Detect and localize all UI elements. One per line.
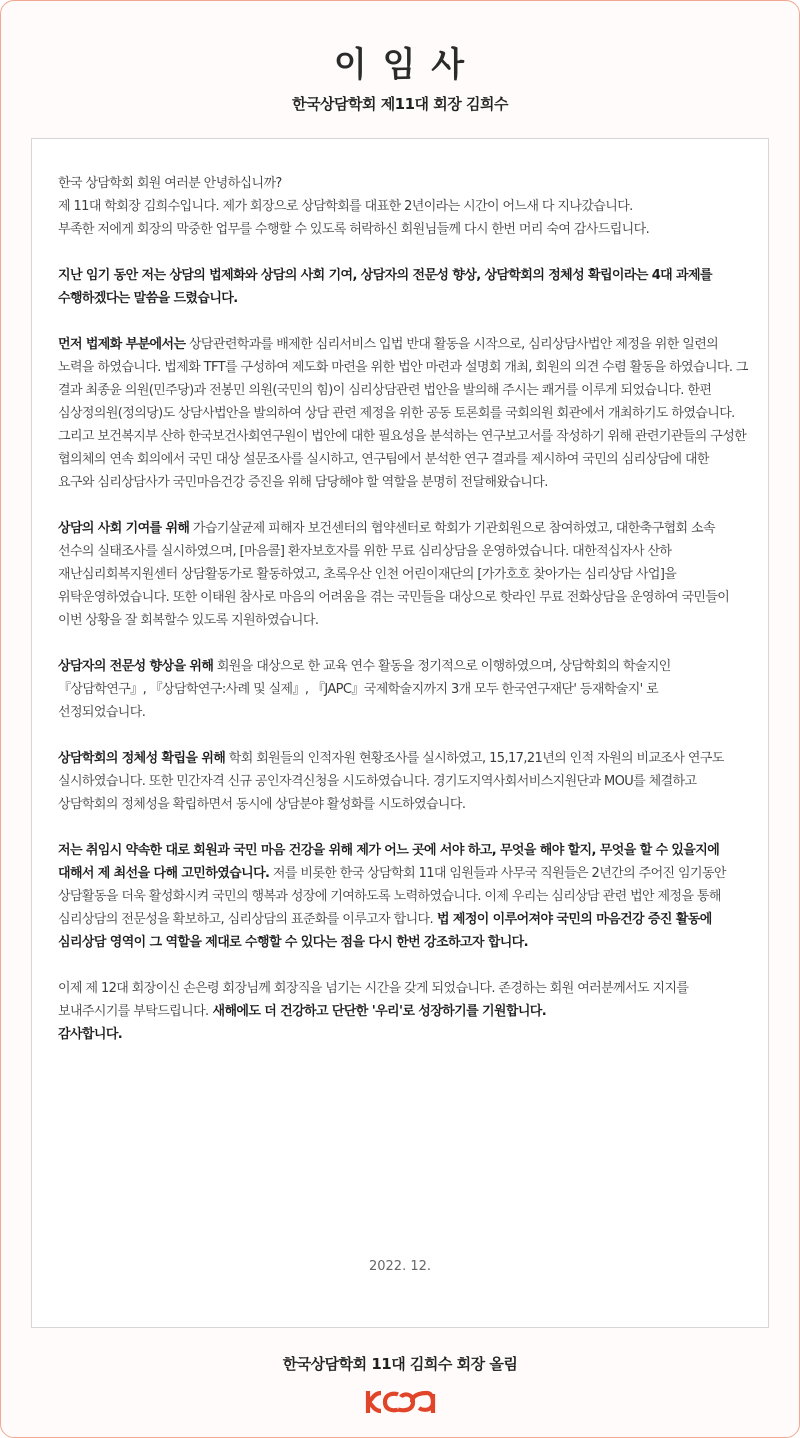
agenda-paragraph <box>58 264 748 310</box>
letter-body <box>58 172 748 1069</box>
greeting-paragraph <box>58 172 748 241</box>
farewell-paragraph <box>58 977 748 1046</box>
legislation-heading: 먼저 법제화 부분에서는 <box>58 337 186 352</box>
page-subtitle: 한국상담학회 제11대 회장 김희수 <box>292 95 508 113</box>
reflection-bold-1: 저는 취임시 약속한 대로 회원과 국민 마음 건강을 위해 제가 어느 곳에 서야 하고, 무엇을 해야 할지, 무엇을 할 수 있을지에 대해서 제 최선을 다해 고민하였습니다. <box>58 843 720 881</box>
social-contribution-paragraph <box>58 517 748 632</box>
expertise-text: 회원을 대상으로 한 교육 연수 활동을 정기적으로 이행하였으며, 상담학회의 학술지인 『상담학연구』, 『상담학연구:사례 및 실제』, 『JAPC』국제학술지까지 3개 모두 한국연구재단' 등재학술지' 로 선정되었습니다. <box>58 659 671 720</box>
expertise-heading: 상담자의 전문성 향상을 위해 <box>58 659 214 674</box>
social-contribution-heading: 상담의 사회 기여를 위해 <box>58 521 190 536</box>
social-contribution-text: 가습기살균제 피해자 보건센터의 협약센터로 학회가 기관회원으로 참여하였고, 대한축구협회 소속 선수의 실태조사를 실시하였으며, [마음콜] 환자보호자를 위한 무료 심리상담을 운영하였습니다. 대한적십자사 산하 재난심리회복지원센터 상담활동가로 활동하였고, 초록우산 인천 어린이재단의 [가가호호 찾아가는 심리상담 사업]을 위탁운영하였습니다. 또한 이태원 참사로 마음의 어려움을 겪는 국민들을 대상으로 핫라인 무료 전화상담을 운영하여 국민들이 이번 상황을 잘 회복할수 있도록 지원하였습니다. <box>58 521 730 628</box>
legislation-paragraph <box>58 333 748 494</box>
closing-text: 감사합니다. <box>58 1027 123 1042</box>
greeting-line-3: 부족한 저에게 회장의 막중한 업무를 수행할 수 있도록 허락하신 회원님들께 다시 한번 머리 숙여 감사드립니다. <box>58 222 650 237</box>
identity-heading: 상담학회의 정체성 확립을 위해 <box>58 751 226 766</box>
letter-box <box>31 138 769 1328</box>
greeting-line-1: 한국 상담학회 회원 여러분 안녕하십니까? <box>58 176 282 191</box>
page-title: 이 임 사 <box>333 45 467 85</box>
reflection-bold-2: 법 제정이 이루어져야 국민의 마음건강 증진 활동에 심리상담 영역이 그 역할을 제대로 수행할 수 있다는 점을 다시 한번 강조하고자 합니다. <box>58 912 712 950</box>
expertise-paragraph <box>58 655 748 724</box>
kca-logo-icon <box>365 1390 437 1414</box>
identity-paragraph <box>58 747 748 816</box>
legislation-text: 상담관련학과를 배제한 심리서비스 입법 반대 활동을 시작으로, 심리상담사법안 제정을 위한 일련의 노력을 하였습니다. 법제화 TFT를 구성하여 제도화 마련을 위한 법안 마련과 설명회 개최, 회원의 의견 수렴 활동을 하였습니다. 그 결과 최종윤 의원(민주당)과 전봉민 의원(국민의 힘)이 심리상담관련 법안을 발의해 주시는 쾌거를 이루게 되었습니다. 한편 심상정의원(정의당)도 상담사법안을 발의하여 상담 관련 제정을 위한 공동 토론회를 국회의원 회관에서 개최하기도 하였습니다. 그리고 보건복지부 산하 한국보건사회연구원이 법안에 대한 필요성을 분석하는 연구보고서를 작성하기 위해 관련기관들의 구성한 협의체의 연속 회의에서 국민 대상 설문조사를 실시하고, 연구팀에서 분석한 연구 결과를 제시하여 국민의 심리상담에 대한 요구와 심리상담사가 국민마음건강 증진을 위해 담당해야 할 역할을 분명히 전달해왔습니다. <box>58 337 748 490</box>
letter-date: 2022. 12. <box>368 1259 432 1274</box>
signature: 한국상담학회 11대 김희수 회장 올림 <box>282 1355 518 1373</box>
farewell-text: 이제 제 12대 회장이신 손은령 회장님께 회장직을 넘기는 시간을 갖게 되었습니다. 존경하는 회원 여러분께서도 지지를 보내주시기를 부탁드립니다. <box>58 981 689 1019</box>
farewell-bold: 새해에도 더 건강하고 단단한 '우리'로 성장하기를 기원합니다. <box>208 1004 547 1019</box>
reflection-text: 저를 비롯한 한국 상담학회 11대 임원들과 사무국 직원들은 2년간의 주어진 임기동안 상담활동을 더욱 활성화시켜 국민의 행복과 성장에 기여하도록 노력하였습니다. 이제 우리는 심리상담 관련 법안 제정을 통해 심리상담의 전문성을 확보하고, 심리상담의 표준화를 이루고자 합니다. <box>58 866 726 927</box>
agenda-text: 지난 임기 동안 저는 상담의 법제화와 상담의 사회 기여, 상담자의 전문성 향상, 상담학회의 정체성 확립이라는 4대 과제를 수행하겠다는 말씀을 드렸습니다. <box>58 268 712 306</box>
identity-text: 학회 회원들의 인적자원 현황조사를 실시하였고, 15,17,21년의 인적 자원의 비교조사 연구도 실시하였습니다. 또한 민간자격 신규 공인자격신청을 시도하였습니다. 경기도지역사회서비스지원단과 MOU를 체결하고 상담학회의 정체성을 확립하면서 동시에 상담분야 활성화를 시도하였습니다. <box>58 751 724 812</box>
greeting-line-2: 제 11대 학회장 김희수입니다. 제가 회장으로 상담학회를 대표한 2년이라는 시간이 어느새 다 지나갔습니다. <box>58 199 633 214</box>
reflection-paragraph <box>58 839 748 954</box>
